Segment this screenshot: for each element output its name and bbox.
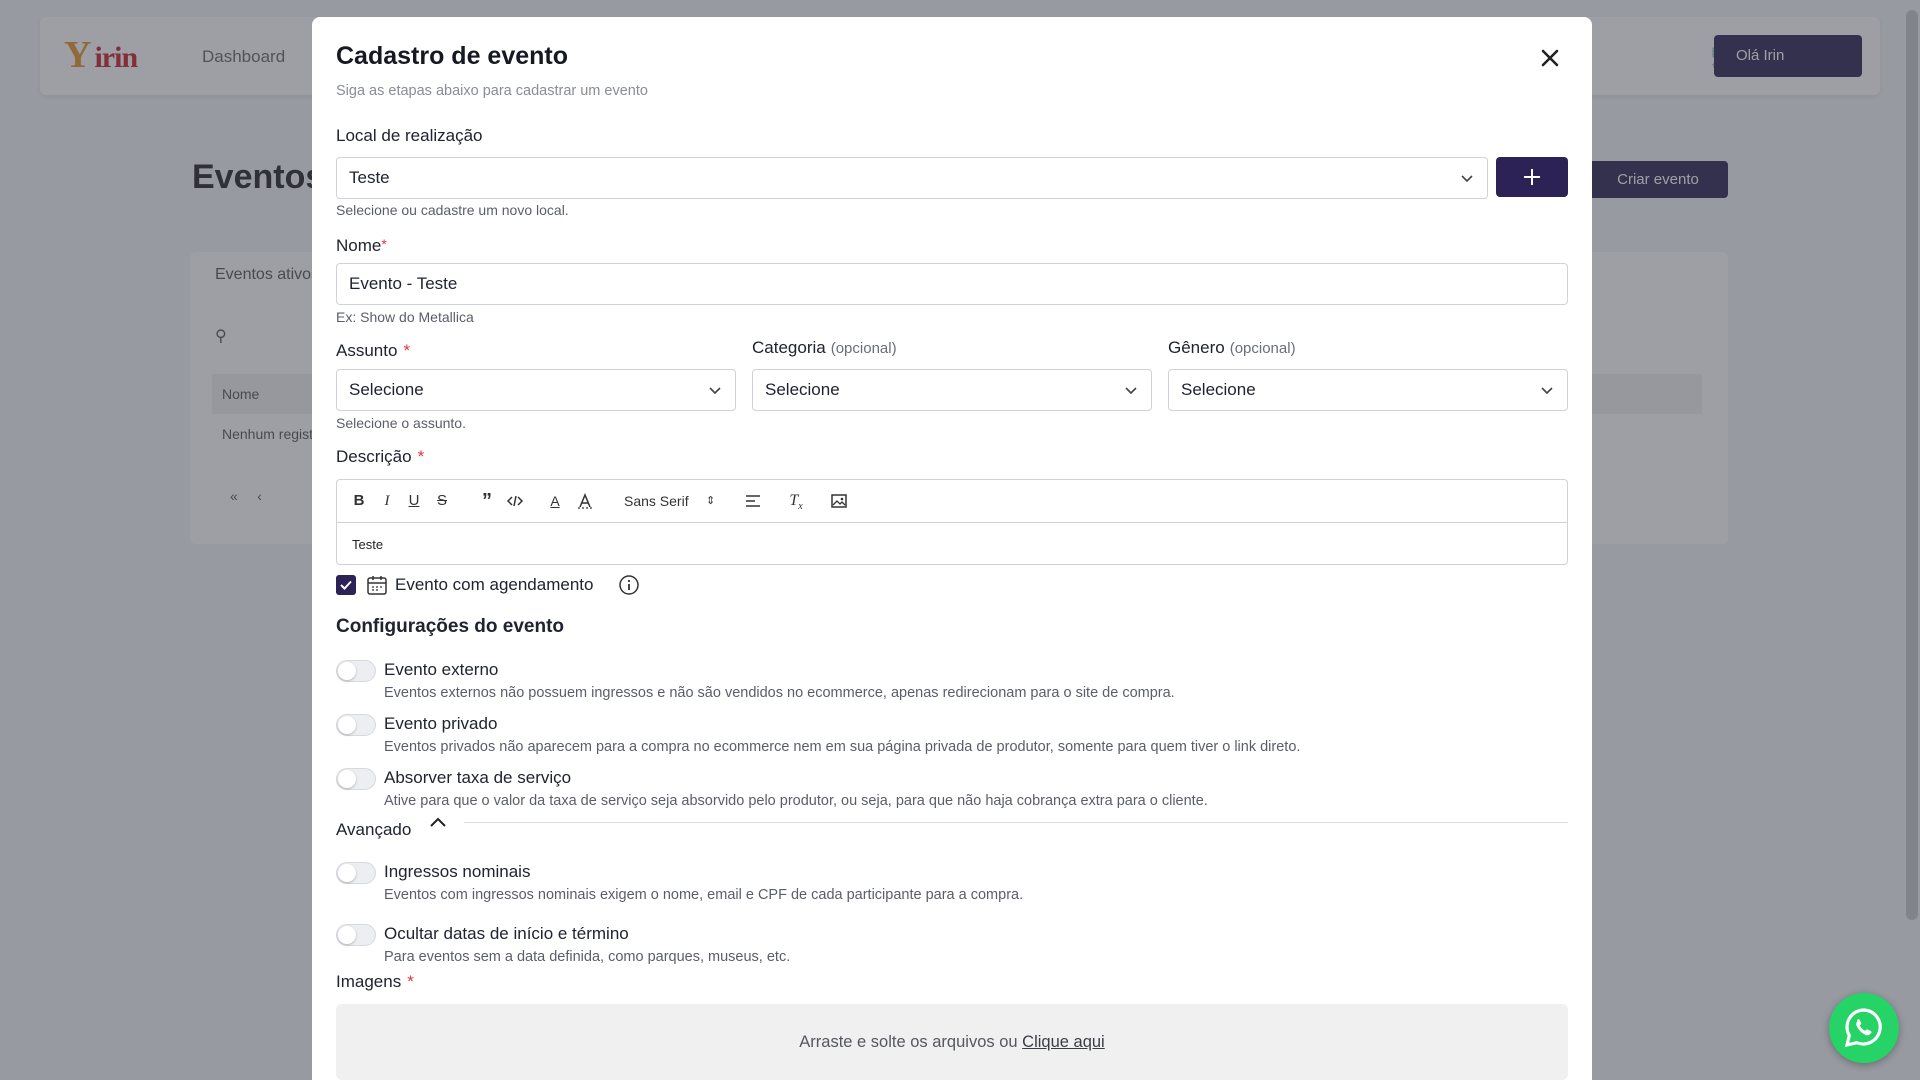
name-input[interactable] (336, 263, 1568, 305)
external-event-toggle[interactable] (336, 660, 376, 682)
private-event-toggle[interactable] (336, 714, 376, 736)
advanced-divider (464, 822, 1568, 823)
scheduling-checkbox[interactable] (336, 575, 356, 595)
plus-icon (1522, 167, 1542, 187)
chevron-down-icon (708, 383, 722, 397)
close-button[interactable] (1536, 44, 1564, 72)
absorb-fee-desc: Ative para que o valor da taxa de serviço seja absorvido pelo produtor, ou seja, para que não haja cobrança extra para o cliente. (384, 793, 1208, 809)
name-input-value: Evento - Teste (349, 274, 458, 293)
venue-hint: Selecione ou cadastre um novo local. (336, 202, 569, 218)
genre-label: Gênero (opcional) (1168, 338, 1296, 357)
private-event-desc: Eventos privados não aparecem para a compra no ecommerce nem em sua página privada de produtor, somente para quem tiver o link direto. (384, 739, 1301, 755)
bold-icon[interactable]: B (353, 492, 365, 509)
subject-label: Assunto * (336, 341, 411, 360)
nominal-tickets-desc: Eventos com ingressos nominais exigem o nome, email e CPF de cada participante para a compra. (384, 887, 1024, 903)
venue-label: Local de realização (336, 126, 483, 145)
add-venue-button[interactable] (1496, 157, 1568, 197)
calendar-icon (366, 574, 388, 601)
subject-select-value: Selecione (349, 380, 424, 399)
whatsapp-icon (1842, 1006, 1886, 1050)
category-select[interactable] (752, 369, 1152, 411)
font-family-select[interactable]: Sans Serif ⇕ (624, 493, 716, 509)
venue-select[interactable] (336, 157, 1488, 199)
subject-hint: Selecione o assunto. (336, 415, 466, 431)
dropzone-text: Arraste e solte os arquivos ou (799, 1033, 1023, 1051)
close-icon (1536, 44, 1564, 72)
image-dropzone[interactable] (336, 1004, 1568, 1080)
genre-select[interactable] (1168, 369, 1568, 411)
modal-subtitle: Siga as etapas abaixo para cadastrar um evento (336, 83, 648, 99)
text-color-icon[interactable]: A (550, 493, 560, 509)
images-label: Imagens * (336, 972, 414, 991)
settings-section-title: Configurações do evento (336, 616, 565, 637)
dropzone-click-link[interactable]: Clique aqui (1022, 1033, 1105, 1051)
chevron-down-icon (1460, 171, 1474, 185)
check-icon (339, 578, 353, 592)
scheduling-label: Evento com agendamento (395, 575, 594, 594)
name-hint: Ex: Show do Metallica (336, 309, 474, 325)
category-select-value: Selecione (765, 380, 840, 399)
category-label: Categoria (opcional) (752, 338, 897, 357)
absorb-fee-toggle[interactable] (336, 768, 376, 790)
subject-select[interactable] (336, 369, 736, 411)
editor-content[interactable]: Teste (352, 537, 384, 552)
hide-dates-title: Ocultar datas de início e término (384, 924, 629, 943)
code-icon[interactable] (506, 492, 524, 510)
name-label: Nome* (336, 236, 387, 255)
hide-dates-toggle[interactable] (336, 924, 376, 946)
whatsapp-button[interactable] (1829, 993, 1899, 1063)
underline-icon[interactable]: U (408, 492, 420, 509)
genre-select-value: Selecione (1181, 380, 1256, 399)
venue-select-value: Teste (349, 168, 390, 187)
advanced-toggle[interactable]: Avançado (336, 820, 412, 839)
private-event-title: Evento privado (384, 714, 498, 733)
nominal-tickets-toggle[interactable] (336, 862, 376, 884)
info-icon[interactable] (618, 574, 640, 601)
background-color-icon[interactable] (577, 492, 593, 510)
event-registration-modal (312, 17, 1592, 1080)
hide-dates-desc: Para eventos sem a data definida, como parques, museus, etc. (384, 949, 791, 965)
description-label: Descrição * (336, 447, 425, 466)
editor-toolbar (337, 480, 1567, 523)
image-icon[interactable] (830, 492, 848, 510)
chevron-down-icon (1540, 383, 1554, 397)
modal-title: Cadastro de evento (336, 42, 569, 70)
clear-format-icon[interactable]: $T_x$ (789, 492, 803, 513)
strikethrough-icon[interactable]: S (436, 492, 447, 509)
absorb-fee-title: Absorver taxa de serviço (384, 768, 572, 787)
align-icon[interactable] (744, 492, 762, 510)
description-editor (336, 479, 1568, 565)
chevron-up-icon[interactable] (428, 813, 448, 833)
blockquote-icon[interactable]: ” (482, 490, 492, 512)
external-event-title: Evento externo (384, 660, 499, 679)
nominal-tickets-title: Ingressos nominais (384, 862, 531, 881)
external-event-desc: Eventos externos não possuem ingressos e não são vendidos no ecommerce, apenas redirecionam para o site de compra. (384, 685, 1175, 701)
italic-icon[interactable]: I (384, 493, 390, 509)
chevron-down-icon (1124, 383, 1138, 397)
